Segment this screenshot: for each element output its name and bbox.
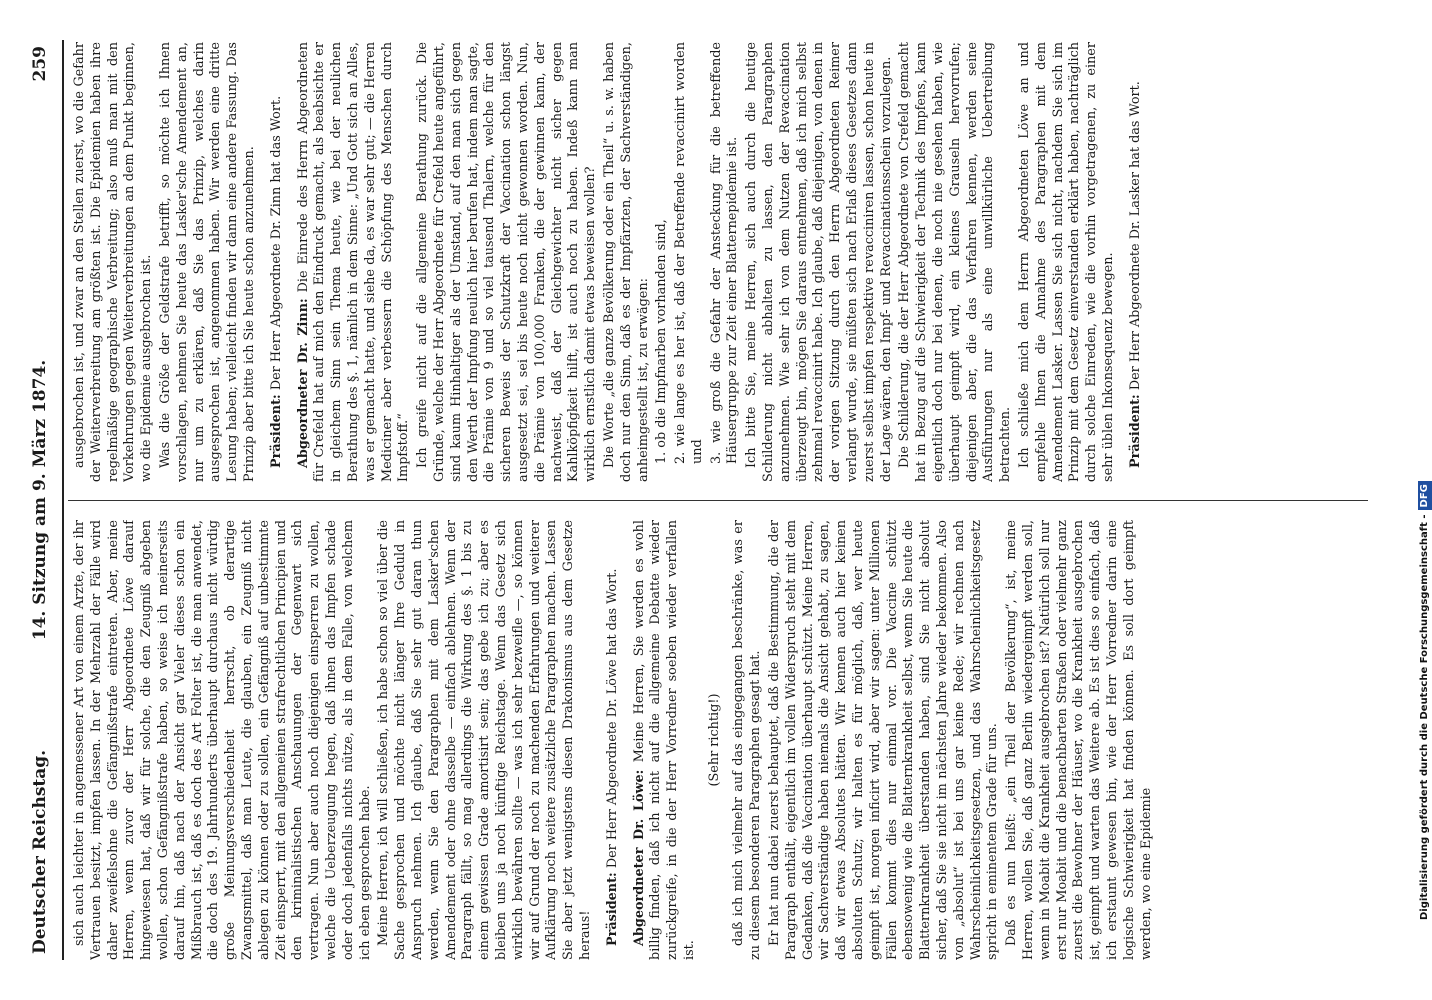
speaker-text: Der Herr Abgeordnete Dr. Zinn hat das Wort. — [268, 95, 284, 395]
speaker-text: Die Einrede des Herrn Abgeordneten für Crefeld hat auf mich den Eindruck gemacht, als beabsichte er in gleichem Sinn sein Thema heute, wie bei der neulichen Berathung des §. 1, nämlich in dem Sinne: „Und Gott sich an Alles, was er gemacht hatte, und siehe da, es war sehr gut; — die Herren Mediciner aber verbessern die Schöpfung des Menschen durch Impfstoff.“ — [295, 42, 412, 482]
body-paragraph: Meine Herren, ich will schließen, ich habe schon so viel über die Sache gesprochen und möchte nicht länger Ihre Geduld in Anspruch nehmen. Ich glaube, daß Sie sehr gut daran thun werden, wenn Sie den Paragraphen mit dem Lasker'schen Amendement oder ohne dasselbe — einfach ablehnen. Wenn der Paragraph fällt, so mag allerdings die Wirkung des §. 1 bis zu einem gewissen Grade amortisirt sein; das gebe ich zu; aber es bleiben uns ja noch künftige Reichstage. Wenn das Gesetz sich wirklich bewähren sollte — was ich sehr bezweifle —, so können wir auf Grund der noch zu machenden Erfahrungen und weiterer Aufklärung noch weitere zusätzliche Paragraphen machen. Lassen Sie aber jetzt wenigstens diesen Drakonismus aus dem Gesetze heraus! — [376, 520, 593, 960]
speaker-label: Abgeordneter Dr. Zinn: — [295, 298, 311, 468]
body-paragraph: ausgebrochen ist, und zwar an den Stellen zuerst, wo die Gefahr der Weiterverbreitung am größten ist. Die Epidemien haben ihre regelmäßige geographische Verbreitung; also muß man mit den Vorkehrungen gegen Weiterverbreitungen an dem Punkt beginnen, wo die Epidemie ausgebrochen ist. — [72, 42, 155, 482]
enumerated-item: 3. wie groß die Gefahr der Ansteckung für die betreffende Häusergruppe zur Zeit einer Blatternepidemie ist. — [708, 42, 741, 464]
digitization-sidebar — [1418, 40, 1432, 920]
body-paragraph: Die Worte „die ganze Bevölkerung oder ein Theil“ u. s. w. haben doch nur den Sinn, daß es der Impfärzten, der Sachverständigen, anheimgestellt ist, zu erwägen: — [601, 42, 651, 482]
interjection: (Sehr richtig!) — [706, 693, 722, 787]
publication-title: Deutscher Reichstag. — [30, 749, 50, 954]
body-paragraph: Daß es nun heißt: „ein Theil der Bevölkerung“, ist, meine Herren, wollen Sie, daß ganz Berlin wiedergeimpft werden soll, wenn in Moabit die Krankheit ausgebrochen ist? Natürlich soll nur erst nur Moabit und die benachbarten Straßen oder vielmehr ganz zuerst die Bewohner der Häuser, wo die Krankheit ausgebrochen ist, geimpft und warten das Weitere ab. Es ist dies so einfach, daß ich erstaunt gewesen bin, wie der Herr Vorredner darin eine logische Schwierigkeit hat finden können. Es soll dort geimpft werden, wo eine Epidemie — [1004, 520, 1154, 960]
speaker-paragraph — [605, 520, 622, 960]
session-title: 14. Sitzung am 9. März 1874. — [30, 359, 50, 641]
speaker-paragraph — [296, 42, 414, 482]
body-paragraph: Er hat nun dabei zuerst behauptet, daß die Bestimmung, die der Paragraph enthält, eigentlich im vollen Widerspruch steht mit dem Gedanken, daß die Vaccination überhaupt schützt. Meine Herren, wir Sachverständige haben niemals die Ansicht gehabt, zu sagen, daß wir etwas Absolutes hätten. Wir kennen auch hier keinen absoluten Schutz; wir halten es für möglich, daß, wer heute geimpft ist, morgen inficirt wird, aber wir sagen: unter Millionen Fällen kommt dies nur einmal vor. Die Vaccine schützt ebensowenig wie die Blatternkrankheit selbst, wenn Sie heute die Blatternkrankheit überstanden haben, sind Sie nicht absolut sicher, daß Sie sie nicht im nächsten Jahre wieder bekommen. Also von „absolut“ ist bei uns gar keine Rede; wir rechnen nach Wahrscheinlichkeitsgesetzen, und das Wahrscheinlichkeitsgesetz spricht in eminentem Grade für uns. — [767, 520, 1001, 960]
speaker-text: Der Herr Abgeordnete Dr. Lasker hat das Wort. — [1127, 81, 1143, 395]
enumerated-item: 2. wie lange es her ist, daß der Betreffende revaccinirt worden und — [673, 42, 705, 464]
column-divider — [68, 500, 1368, 501]
speaker-label: Präsident: — [1127, 394, 1143, 468]
speaker-paragraph — [632, 520, 699, 960]
body-paragraph: Was die Größe der Geldstrafe betrifft, so möchte ich Ihnen vorschlagen, nehmen Sie heute das Lasker'sche Amendement an, nur um zu erklären, daß Sie das Prinzip, welches darin ausgesprochen ist, angenommen haben. Wir werden eine dritte Lesung haben; vielleicht finden wir dann eine andere Fassung. Das Prinzip aber bitte ich Sie heute schon anzunehmen. — [157, 42, 257, 482]
speaker-label: Präsident: — [604, 872, 620, 946]
body-paragraph: sich auch leichter in angemessener Art von einem Arzte, der ihr Vertrauen besitzt, impfen lassen. In der Mehrzahl der Fälle wird daher zweifelsohne die Gefängnißstrafe eintreten. Aber, meine Herren, wenn zuvor der Herr Abgeordnete Löwe darauf hingewiesen hat, daß wir für solche, die den Zeugniß abgeben wollen, schon Gefängnißstrafe haben, so weise ich meinerseits darauf hin, daß nach der Ansicht gar Vieler dieses schon ein Mißbrauch ist, daß es doch des Art Folter ist, die man anwendet, die doch des 19. Jahrhunderts überhaupt durchaus nicht würdig große Meinungsverschiedenheit herrscht, ob derartige Zwangsmittel, daß man Leute, die glauben, ein Zeugniß nicht ablegen zu können oder zu sollen, ein Gefängniß auf unbestimmte Zeit einsperrt, mit den allgemeinen strafrechtlichen Principien und den kriminalistischen Anschauungen der Gegenwart sich vertragen. Nun aber auch noch diejenigen einsperren zu wollen, welche die Ueberzeugung hegen, daß ihnen das Impfen schade oder doch jedenfalls nichts nütze, als in dem Falle, von welchem ich eben gesprochen habe. — [72, 520, 373, 960]
body-paragraph: Ich schließe mich dem Herrn Abgeordneten Löwe an und empfehle Ihnen die Annahme des Paragraphen mit dem Amendement Lasker. Lassen Sie sich nicht, nachdem Sie sich im Prinzip mit dem Gesetz einverstanden erklärt haben, nachträglich durch solche Einreden, wie die vorhin vorgetragenen, zu einer sehr üblen Inkonsequenz bewegen. — [1017, 42, 1117, 482]
digitization-note: Digitalisierung gefördert durch die Deutsche Forschungsgemeinschaft - — [1419, 514, 1430, 920]
dfg-logo: DFG — [1418, 481, 1432, 510]
body-paragraph: Ich greife nicht auf die allgemeine Berathung zurück. Die Gründe, welche der Herr Abgeordnete für Crefeld heute angeführt, sind kaum Hinhaltiger als der Umstand, auf den man sich gegen den Werth der Impfung neulich hier berufen hat, indem man sagte, die Prämie von 9 und so viel tausend Thalern, welche für den sicheren Beweis der Schutzkraft der Vaccination schon längst ausgesetzt sei, sei bis heute noch nicht gewonnen worden. Nun, die Prämie von 100,000 Franken, die der gewinnen kann, der nachweist, daß der Gleichgewichter nicht sicher gegen Kahlköpfigkeit hilft, ist auch noch zu haben. Indeß kann man wirklich ernstlich damit etwas beweisen wollen? — [415, 42, 599, 482]
newspaper-page — [24, 40, 1394, 960]
enumerated-item: 1. ob die Impfnarben vorhanden sind, — [654, 219, 670, 464]
page-number: 259 — [30, 46, 50, 82]
speaker-text: Der Herr Abgeordnete Dr. Löwe hat das Wort. — [604, 568, 620, 873]
body-paragraph: daß ich mich vielmehr auf das eingegangen beschränke, was er zu diesem besonderen Paragraphen gesagt hat. — [731, 520, 764, 960]
left-text-column — [72, 520, 1372, 960]
speaker-text: Meine Herren, Sie werden es wohl billig finden, daß ich nicht auf die allgemeine Debatte wieder zurückgreife, in die der Herr Vorredner soeben wieder verfallen ist. — [631, 520, 697, 960]
speaker-paragraph — [269, 42, 286, 482]
speaker-label: Präsident: — [268, 394, 284, 468]
page-header — [24, 40, 64, 960]
body-paragraph: Ich bitte Sie, meine Herren, sich auch durch die heutige Schilderung nicht abhalten zu lassen, den Paragraphen anzunehmen. Wie sehr ich von dem Nutzen der Revaccination überzeugt bin, mögen Sie daraus entnehmen, daß ich mich selbst zehnmal revaccinirt habe. Ich glaube, daß diejenigen, von denen in der vorigen Sitzung durch den Herrn Abgeordneten Reimer verlangt wurde, sie müßten sich nach Erlaß dieses Gesetzes dann zuerst selbst impfen respektive revacciniren lassen, schon heute in der Lage wären, den Impf- und Revaccinationsschein vorzulegen. — [744, 42, 894, 482]
body-paragraph: Die Schilderung, die der Herr Abgeordnete von Crefeld gemacht hat in Bezug auf die Schwierigkeit der Technik des Impfens, kann eigentlich doch nur bei denen, die noch nie gesehen haben, wie überhaupt geimpft wird, ein kleines Grauseln hervorrufen; diejenigen aber, die das Verfahren kennen, werden seine Ausführungen nur als eine unwillkürliche Uebertreibung betrachten. — [897, 42, 1014, 482]
speaker-label: Abgeordneter Dr. Löwe: — [631, 769, 647, 946]
right-text-column — [72, 42, 1372, 482]
speaker-paragraph — [1128, 42, 1145, 482]
